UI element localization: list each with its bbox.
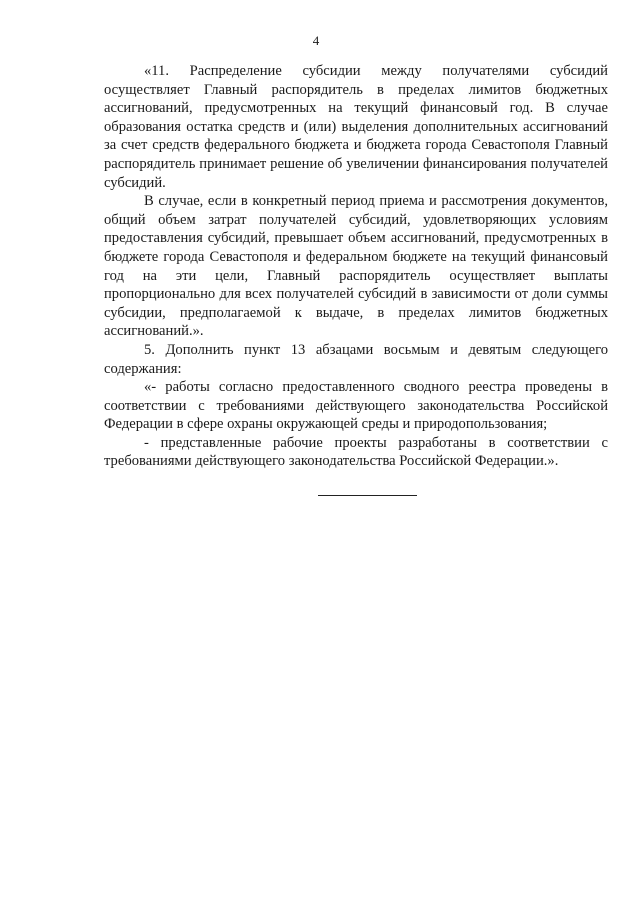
page-number: 4 (312, 33, 320, 48)
paragraph-proportional-payments: В случае, если в конкретный период приема и рассмотрения документов, общий объем затрат получателей субсидий, удовлетворяющих условиям предоставления субсидий, превышает объем ассигнований, предусмотренных в бюджете города Севастополя и федеральном бюджете на текущий финансовый год на эти цели, Главный распорядитель осуществляет выплаты пропорционально для всех получателей субсидий в зависимости от доли суммы субсидии, предполагаемой к выдаче, в пределах лимитов бюджетных ассигнований.». (104, 193, 608, 340)
end-separator-line (318, 495, 417, 496)
document-body (104, 62, 608, 471)
paragraph-works-registry: «- работы согласно предоставленного сводного реестра проведены в соответствии с требованиями действующего законодательства Российской Федерации в сфере охраны окружающей среды и природопользования; (104, 379, 608, 433)
paragraph-working-projects: - представленные рабочие проекты разработаны в соответствии с требованиями действующего законодательства Российской Федерации.». (104, 434, 608, 470)
paragraph-amend-item-13: 5. Дополнить пункт 13 абзацами восьмым и девятым следующего содержания: (104, 341, 608, 377)
paragraph-distribution-of-subsidies: «11. Распределение субсидии между получателями субсидий осуществляет Главный распорядитель в пределах лимитов бюджетных ассигнований, предусмотренных на текущий финансовый год. В случае образования остатка средств и (или) выделения дополнительных ассигнований за счет средств федерального бюджета и бюджета города Севастополя Главный распорядитель принимает решение об увеличении финансирования получателей субсидий. (104, 63, 608, 191)
